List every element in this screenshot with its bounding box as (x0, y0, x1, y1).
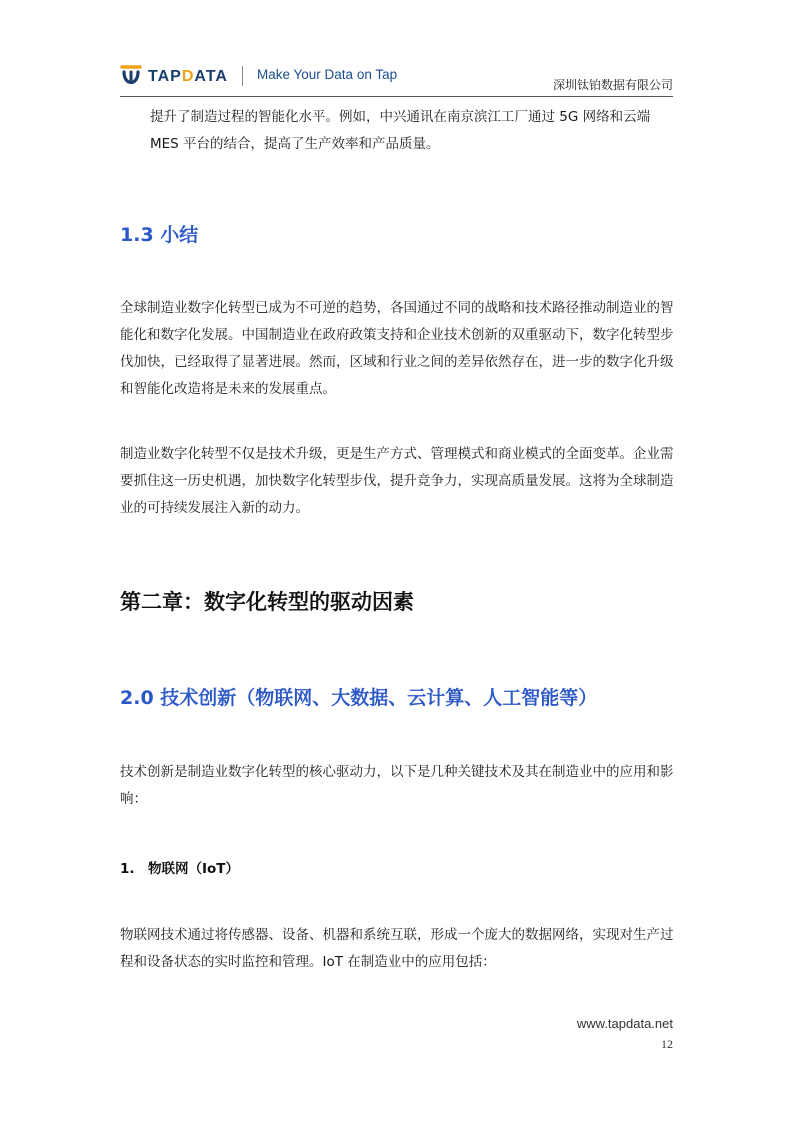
list-item-1-label: 物联网（IoT） (148, 861, 240, 877)
footer-url: www.tapdata.net (576, 1016, 673, 1031)
company-name: 深圳钛铂数据有限公司 (552, 78, 673, 92)
logo-wordmark: TAPDATA (148, 68, 228, 85)
section-2-0-intro: 技术创新是制造业数字化转型的核心驱动力，以下是几种关键技术及其在制造业中的应用和影响： (120, 764, 674, 807)
list-item-1-number: 1. (120, 861, 135, 877)
iot-paragraph: 物联网技术通过将传感器、设备、机器和系统互联，形成一个庞大的数据网络，实现对生产过程和设备状态的实时监控和管理。IoT 在制造业中的应用包括： (120, 927, 674, 970)
tapdata-logo-icon (120, 64, 142, 90)
section-2-0-heading: 2.0 技术创新（物联网、大数据、云计算、人工智能等） (120, 687, 598, 709)
continuation-paragraph: 提升了制造过程的智能化水平。例如，中兴通讯在南京滨江工厂通过 5G 网络和云端 MES 平台的结合，提高了生产效率和产品质量。 (150, 109, 651, 152)
list-item-1-heading (120, 857, 239, 877)
chapter-2-heading: 第二章：数字化转型的驱动因素 (120, 590, 414, 614)
section-1-3-heading: 1.3 小结 (120, 224, 199, 246)
tapdata-logo (120, 62, 228, 92)
section-1-3-paragraph-1: 全球制造业数字化转型已成为不可逆的趋势，各国通过不同的战略和技术路径推动制造业的智能化和数字化发展。中国制造业在政府政策支持和企业技术创新的双重驱动下，数字化转型步伐加快，已经取得了显著进展。然而，区域和行业之间的差异依然存在，进一步的数字化升级和智能化改造将是未来的发展重点。 (120, 300, 674, 397)
section-1-3-paragraph-2: 制造业数字化转型不仅是技术升级，更是生产方式、管理模式和商业模式的全面变革。企业需要抓住这一历史机遇，加快数字化转型步伐，提升竞争力，实现高质量发展。这将为全球制造业的可持续发展注入新的动力。 (120, 446, 674, 516)
page-header (120, 60, 673, 97)
page-number: 12 (661, 1037, 673, 1051)
header-divider (242, 66, 243, 86)
header-tagline: Make Your Data on Tap (257, 67, 398, 82)
